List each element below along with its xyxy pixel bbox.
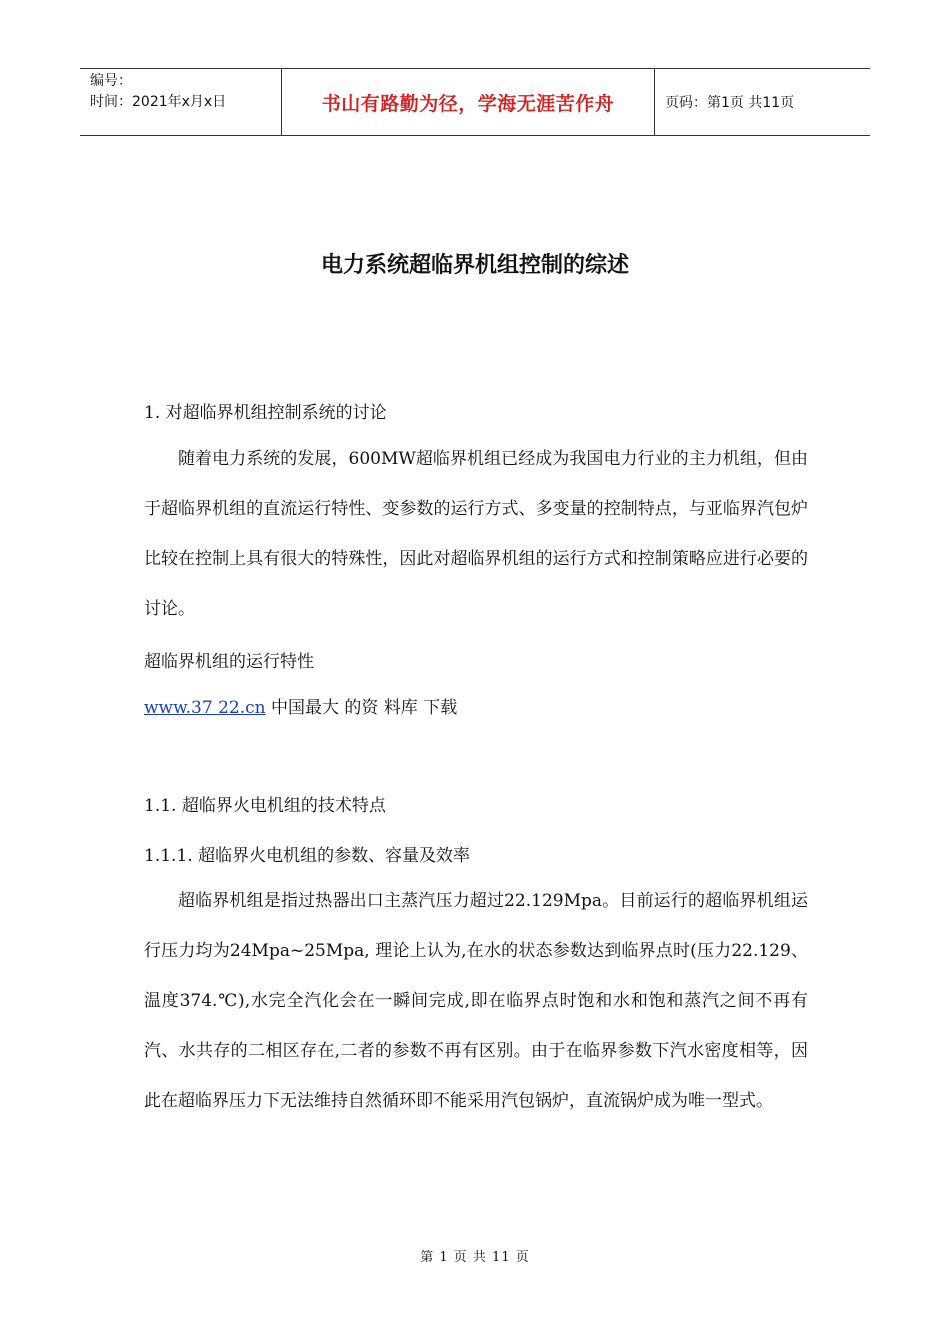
subheading-running: 超临界机组的运行特性 xyxy=(144,652,314,672)
header-motto: 书山有路勤为径，学海无涯苦作舟 xyxy=(282,69,655,135)
page-header xyxy=(80,68,870,136)
time-label: 时间：2021年x月x日 xyxy=(90,94,227,110)
header-meta xyxy=(80,69,282,135)
section-1-1-1-paragraph: 超临界机组是指过热器出口主蒸汽压力超过22.129Mpa。目前运行的超临界机组运行压力均为24Mpa~25Mpa, 理论上认为,在水的状态参数达到临界点时(压力22.129、温度374.℃),水完全汽化会在一瞬间完成,即在临界点时饱和水和饱和蒸汽之间不再有汽、水共存的二相区存在,二者的参数不再有区别。由于在临界参数下汽水密度相等，因此在超临界压力下无法维持自然循环即不能采用汽包锅炉，直流锅炉成为唯一型式。 xyxy=(144,891,808,1111)
document-title: 电力系统超临界机组控制的综述 xyxy=(320,253,629,278)
section-1-1-1-heading: 1.1.1. 超临界火电机组的参数、容量及效率 xyxy=(144,846,471,866)
download-text: 中国最大 的资 料库 下载 xyxy=(265,698,458,718)
section-1-paragraph: 随着电力系统的发展，600MW超临界机组已经成为我国电力行业的主力机组，但由于超临界机组的直流运行特性、变参数的运行方式、多变量的控制特点，与亚临界汽包炉比较在控制上具有很大的特殊性，因此对超临界机组的运行方式和控制策略应进行必要的讨论。 xyxy=(144,449,808,619)
header-page-info: 页码：第1页 共11页 xyxy=(665,95,795,111)
download-line xyxy=(144,693,457,718)
website-link[interactable]: www.37 22.cn xyxy=(144,698,266,718)
section-1-heading: 1. 对超临界机组控制系统的讨论 xyxy=(144,403,387,423)
code-label: 编号： xyxy=(90,73,132,89)
section-1-1-heading: 1.1. 超临界火电机组的技术特点 xyxy=(144,796,386,816)
page-footer: 第 1 页 共 11 页 xyxy=(420,1250,530,1265)
